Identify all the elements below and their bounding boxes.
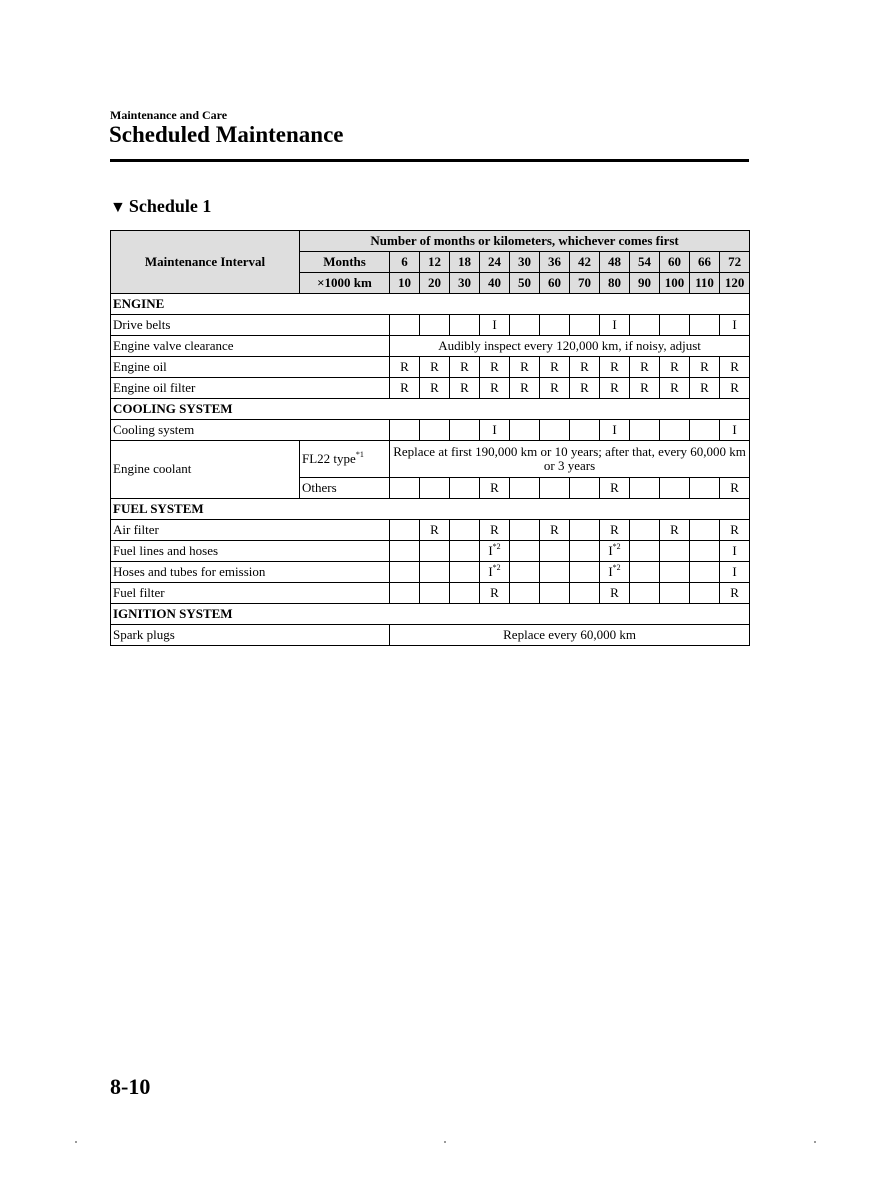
category-row [111, 294, 750, 315]
interval-cell [390, 583, 420, 604]
interval-cell [450, 315, 480, 336]
month-value: 18 [450, 252, 480, 273]
interval-cell [630, 478, 660, 499]
interval-cell [540, 315, 570, 336]
interval-cell [570, 420, 600, 441]
km-value: 100 [660, 273, 690, 294]
month-value: 54 [630, 252, 660, 273]
interval-cell [510, 378, 540, 399]
print-mark [814, 1141, 816, 1143]
cell-value: R [670, 379, 679, 395]
interval-cell [600, 520, 630, 541]
cell-value: I [612, 316, 617, 332]
interval-cell [720, 541, 750, 562]
interval-cell [540, 562, 570, 583]
cell-value: I [488, 563, 493, 579]
cell-value: R [610, 379, 619, 395]
interval-cell [390, 541, 420, 562]
cell-value: R [700, 379, 709, 395]
interval-cell [480, 520, 510, 541]
interval-cell [450, 378, 480, 399]
cell-value: R [550, 358, 559, 374]
interval-cell [690, 378, 720, 399]
interval-cell [420, 562, 450, 583]
interval-cell [480, 357, 510, 378]
interval-cell [480, 541, 510, 562]
cell-value: R [610, 479, 619, 495]
cell-value: I [732, 421, 737, 437]
interval-cell [690, 478, 720, 499]
interval-cell [600, 583, 630, 604]
interval-cell [480, 583, 510, 604]
coolant-type-label: FL22 type [302, 450, 356, 466]
cell-value: I [488, 542, 493, 558]
interval-cell [570, 520, 600, 541]
interval-cell [600, 478, 630, 499]
km-value: 80 [600, 273, 630, 294]
cell-value: R [520, 358, 529, 374]
interval-cell [540, 357, 570, 378]
item-label: Cooling system [111, 420, 390, 441]
cell-value: R [550, 521, 559, 537]
interval-cell [420, 541, 450, 562]
interval-cell [420, 420, 450, 441]
category-ignition: IGNITION SYSTEM [111, 604, 750, 625]
cell-value: R [730, 584, 739, 600]
interval-cell [420, 583, 450, 604]
km-value: 10 [390, 273, 420, 294]
schedule-heading [110, 196, 211, 217]
interval-cell [660, 357, 690, 378]
item-label: Fuel lines and hoses [111, 541, 390, 562]
interval-cell [600, 541, 630, 562]
coolant-note: Replace at first 190,000 km or 10 years; after that, every 60,000 km or 3 years [390, 441, 750, 478]
interval-cell [450, 420, 480, 441]
interval-cell [660, 562, 690, 583]
cell-value: I [492, 316, 497, 332]
interval-cell [450, 541, 480, 562]
cell-value: I [608, 563, 613, 579]
interval-cell [510, 357, 540, 378]
interval-cell [690, 357, 720, 378]
cell-value: R [730, 358, 739, 374]
footnote-marker: *2 [492, 562, 501, 572]
month-value: 6 [390, 252, 420, 273]
interval-cell [690, 562, 720, 583]
cell-value: I [492, 421, 497, 437]
interval-cell [390, 562, 420, 583]
cell-value: R [580, 379, 589, 395]
interval-cell [720, 583, 750, 604]
table-row [111, 420, 750, 441]
category-cooling: COOLING SYSTEM [111, 399, 750, 420]
interval-cell [570, 478, 600, 499]
item-label: Fuel filter [111, 583, 390, 604]
month-value: 42 [570, 252, 600, 273]
interval-cell [720, 562, 750, 583]
interval-cell [720, 315, 750, 336]
cell-value: I [732, 542, 737, 558]
interval-cell [450, 357, 480, 378]
interval-cell [570, 583, 600, 604]
interval-cell [480, 420, 510, 441]
interval-cell [540, 378, 570, 399]
cell-value: R [400, 379, 409, 395]
section-label: Maintenance and Care [110, 108, 228, 122]
interval-cell [420, 520, 450, 541]
footnote-marker: *2 [612, 541, 621, 551]
cell-value: R [610, 358, 619, 374]
interval-cell [570, 378, 600, 399]
span-header: Number of months or kilometers, whichever comes first [300, 231, 750, 252]
cell-value: R [670, 358, 679, 374]
interval-cell [510, 315, 540, 336]
maintenance-schedule-table [110, 230, 750, 646]
interval-cell [420, 378, 450, 399]
interval-cell [480, 478, 510, 499]
interval-cell [630, 420, 660, 441]
cell-value: R [730, 521, 739, 537]
footnote-marker: *2 [492, 541, 501, 551]
month-value: 48 [600, 252, 630, 273]
month-value: 66 [690, 252, 720, 273]
cell-value: R [490, 358, 499, 374]
cell-value: R [730, 379, 739, 395]
table-row [111, 336, 750, 357]
item-label: Engine coolant [111, 441, 300, 499]
month-value: 30 [510, 252, 540, 273]
category-row [111, 399, 750, 420]
schedule-heading-text: Schedule 1 [128, 196, 212, 216]
interval-cell [390, 520, 420, 541]
item-label: Hoses and tubes for emission [111, 562, 390, 583]
interval-cell [660, 520, 690, 541]
page-number: 8-10 [110, 1074, 151, 1099]
interval-cell [510, 420, 540, 441]
interval-cell [630, 583, 660, 604]
month-value: 60 [660, 252, 690, 273]
interval-cell [660, 378, 690, 399]
coolant-type-others: Others [300, 478, 390, 499]
interval-cell [630, 562, 660, 583]
interval-cell [690, 583, 720, 604]
cell-value: R [550, 379, 559, 395]
interval-cell [540, 541, 570, 562]
interval-cell [540, 478, 570, 499]
interval-cell [630, 520, 660, 541]
cell-value: R [430, 521, 439, 537]
interval-cell [600, 562, 630, 583]
category-fuel: FUEL SYSTEM [111, 499, 750, 520]
interval-cell [390, 315, 420, 336]
cell-value: R [520, 379, 529, 395]
interval-cell [720, 378, 750, 399]
cell-value: I [608, 542, 613, 558]
interval-cell [570, 315, 600, 336]
interval-cell [600, 378, 630, 399]
table-row [111, 378, 750, 399]
cell-value: R [580, 358, 589, 374]
interval-cell [720, 420, 750, 441]
month-value: 72 [720, 252, 750, 273]
cell-value: I [732, 563, 737, 579]
cell-value: R [730, 479, 739, 495]
interval-cell [450, 478, 480, 499]
interval-cell [480, 378, 510, 399]
month-value: 36 [540, 252, 570, 273]
table-row [111, 583, 750, 604]
month-value: 12 [420, 252, 450, 273]
interval-cell [420, 357, 450, 378]
cell-value: R [670, 521, 679, 537]
km-label: ×1000 km [300, 273, 390, 294]
interval-header: Maintenance Interval [111, 231, 300, 294]
cell-value: R [700, 358, 709, 374]
cell-value: R [430, 379, 439, 395]
table-row [111, 315, 750, 336]
table-row [111, 562, 750, 583]
header-row-span [111, 231, 750, 252]
interval-cell [450, 562, 480, 583]
interval-cell [570, 541, 600, 562]
interval-cell [660, 420, 690, 441]
interval-cell [690, 315, 720, 336]
interval-cell [510, 583, 540, 604]
print-mark [444, 1141, 446, 1143]
interval-cell [480, 315, 510, 336]
interval-cell [570, 562, 600, 583]
cell-value: R [610, 584, 619, 600]
cell-value: R [490, 479, 499, 495]
km-value: 20 [420, 273, 450, 294]
interval-cell [630, 541, 660, 562]
item-label: Engine oil filter [111, 378, 390, 399]
interval-cell [600, 315, 630, 336]
interval-cell [540, 520, 570, 541]
interval-cell [630, 378, 660, 399]
item-note: Replace every 60,000 km [390, 625, 750, 646]
table-row [111, 357, 750, 378]
km-value: 120 [720, 273, 750, 294]
km-value: 60 [540, 273, 570, 294]
item-label: Engine valve clearance [111, 336, 390, 357]
interval-cell [540, 420, 570, 441]
interval-cell [630, 315, 660, 336]
interval-cell [510, 541, 540, 562]
footnote-marker: *1 [355, 449, 364, 459]
table-row [111, 541, 750, 562]
interval-cell [660, 541, 690, 562]
interval-cell [510, 562, 540, 583]
interval-cell [660, 478, 690, 499]
title-divider [110, 159, 749, 162]
interval-cell [390, 378, 420, 399]
interval-cell [510, 520, 540, 541]
table-row [111, 520, 750, 541]
cell-value: R [460, 379, 469, 395]
interval-cell [420, 478, 450, 499]
category-row [111, 499, 750, 520]
print-mark [75, 1141, 77, 1143]
cell-value: R [490, 379, 499, 395]
coolant-type-fl22 [300, 441, 390, 478]
interval-cell [450, 520, 480, 541]
interval-cell [720, 520, 750, 541]
km-value: 90 [630, 273, 660, 294]
cell-value: R [400, 358, 409, 374]
footnote-marker: *2 [612, 562, 621, 572]
table-row [111, 441, 750, 478]
interval-cell [630, 357, 660, 378]
km-value: 70 [570, 273, 600, 294]
km-value: 110 [690, 273, 720, 294]
cell-value: I [732, 316, 737, 332]
schedule-body [111, 231, 750, 646]
item-label: Engine oil [111, 357, 390, 378]
interval-cell [540, 583, 570, 604]
interval-cell [390, 420, 420, 441]
km-value: 40 [480, 273, 510, 294]
item-label: Spark plugs [111, 625, 390, 646]
interval-cell [690, 541, 720, 562]
table-row [111, 625, 750, 646]
cell-value: R [430, 358, 439, 374]
cell-value: I [612, 421, 617, 437]
interval-cell [600, 357, 630, 378]
interval-cell [690, 520, 720, 541]
item-label: Drive belts [111, 315, 390, 336]
cell-value: R [640, 379, 649, 395]
interval-cell [690, 420, 720, 441]
category-engine: ENGINE [111, 294, 750, 315]
interval-cell [510, 478, 540, 499]
months-label: Months [300, 252, 390, 273]
interval-cell [450, 583, 480, 604]
interval-cell [420, 315, 450, 336]
interval-cell [660, 315, 690, 336]
item-label: Air filter [111, 520, 390, 541]
interval-cell [570, 357, 600, 378]
month-value: 24 [480, 252, 510, 273]
interval-cell [720, 478, 750, 499]
cell-value: R [460, 358, 469, 374]
interval-cell [390, 478, 420, 499]
down-triangle-icon: ▼ [110, 199, 126, 216]
cell-value: R [490, 584, 499, 600]
item-note: Audibly inspect every 120,000 km, if noisy, adjust [390, 336, 750, 357]
cell-value: R [610, 521, 619, 537]
interval-cell [480, 562, 510, 583]
cell-value: R [640, 358, 649, 374]
interval-cell [390, 357, 420, 378]
cell-value: R [490, 521, 499, 537]
category-row [111, 604, 750, 625]
interval-cell [720, 357, 750, 378]
km-value: 50 [510, 273, 540, 294]
page-title: Scheduled Maintenance [109, 122, 344, 147]
interval-cell [660, 583, 690, 604]
km-value: 30 [450, 273, 480, 294]
interval-cell [600, 420, 630, 441]
